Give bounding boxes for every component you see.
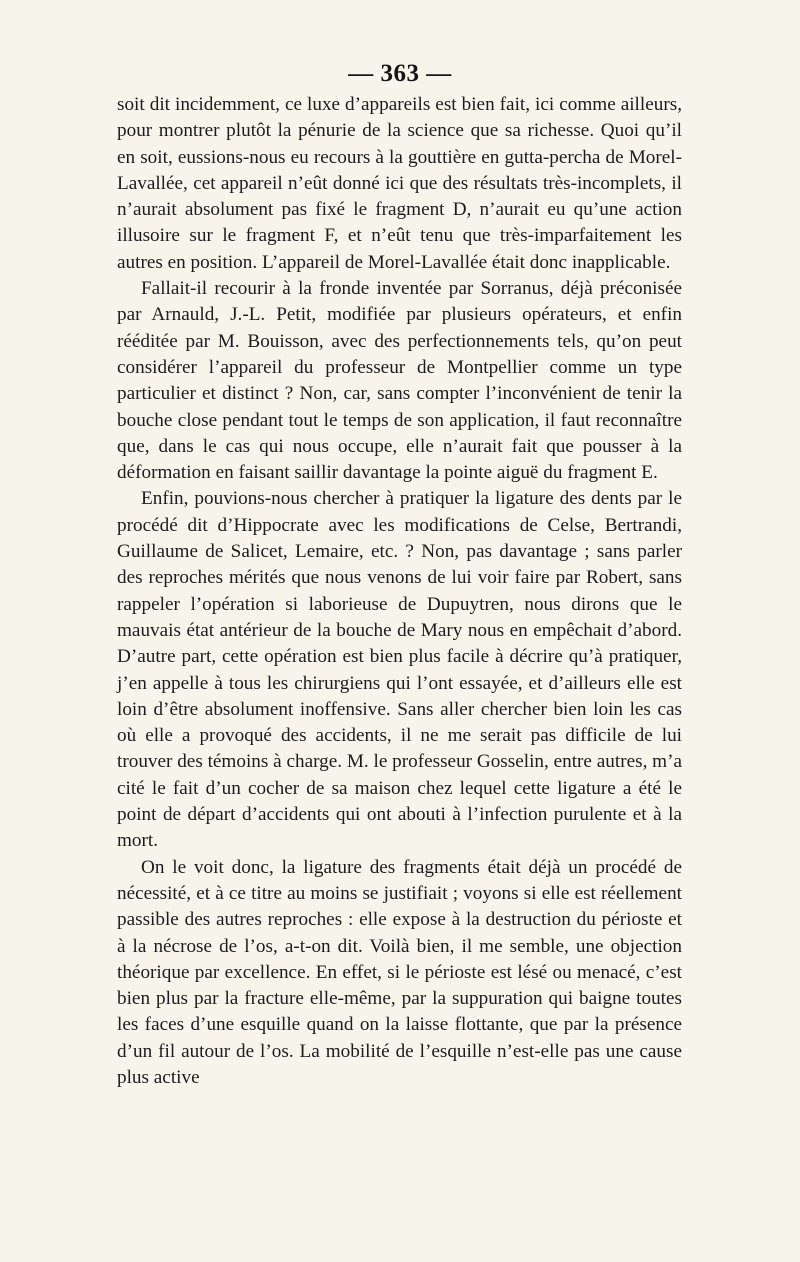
paragraph-fronde: Fallait-il recourir à la fronde inventée par Sorranus, déjà préconisée par Arnauld, J.-L. Petit, modifiée par plusieurs opérateurs, et enfin rééditée par M. Bouisson, avec des perfectionnements tels, qu’on peut considérer l’appareil du professeur de Montpellier comme un type particulier et distinct ? Non, car, sans compter l’inconvénient de tenir la bouche close pendant tout le temps de son application, il faut reconnaître que, dans le cas qui nous occupe, elle n’aurait fait que pousser à la déformation en faisant saillir davantage la pointe aiguë du fragment E.: [117, 278, 682, 484]
page-number: — 363 —: [348, 60, 452, 87]
paragraph-continuation: soit dit incidemment, ce luxe d’appareils est bien fait, ici comme ailleurs, pour montrer plutôt la pénurie de la science que sa richesse. Quoi qu’il en soit, eussions-nous eu recours à la gouttière en gutta-percha de Morel-Lavallée, cet appareil n’eût donné ici que des résultats très-incomplets, il n’aurait absolument pas fixé le fragment D, n’aurait eu qu’une action illusoire sur le fragment F, et n’eût tenu que très-imparfaitement les autres en position. L’appareil de Morel-Lavallée était donc inapplicable.: [117, 94, 682, 273]
paragraph-ligature-necessite: On le voit donc, la ligature des fragments était déjà un procédé de nécessité, et à ce titre au moins se justifiait ; voyons si elle est réellement passible des autres reproches : elle expose à la destruction du périoste et à la nécrose de l’os, a-t-on dit. Voilà bien, il me semble, une objection théorique par excellence. En effet, si le périoste est lésé ou menacé, c’est bien plus par la fracture elle-même, par la suppuration qui baigne toutes les faces d’une esquille quand on la laisse flottante, que par la présence d’un fil autour de l’os. La mobilité de l’esquille n’est-elle pas une cause plus active: [117, 856, 682, 1088]
body-text: [117, 92, 682, 1091]
paragraph-ligature-hippocrate: Enfin, pouvions-nous chercher à pratiquer la ligature des dents par le procédé dit d’Hippocrate avec les modifications de Celse, Bertrandi, Guillaume de Salicet, Lemaire, etc. ? Non, pas davantage ; sans parler des reproches mérités que nous venons de lui voir faire par Robert, sans rappeler l’opération si laborieuse de Dupuytren, nous dirons que le mauvais état antérieur de la bouche de Mary nous en empêchait d’abord. D’autre part, cette opération est bien plus facile à décrire qu’à pratiquer, j’en appelle à tous les chirurgiens qui l’ont essayée, et d’ailleurs elle est loin d’être absolument inoffensive. Sans aller chercher bien loin les cas où elle a provoqué des accidents, il ne me serait pas difficile de lui trouver des témoins à charge. M. le professeur Gosselin, entre autres, m’a cité le fait d’un cocher de sa maison chez lequel cette ligature a été le point de départ d’accidents qui ont abouti à l’infection purulente et à la mort.: [117, 488, 682, 852]
